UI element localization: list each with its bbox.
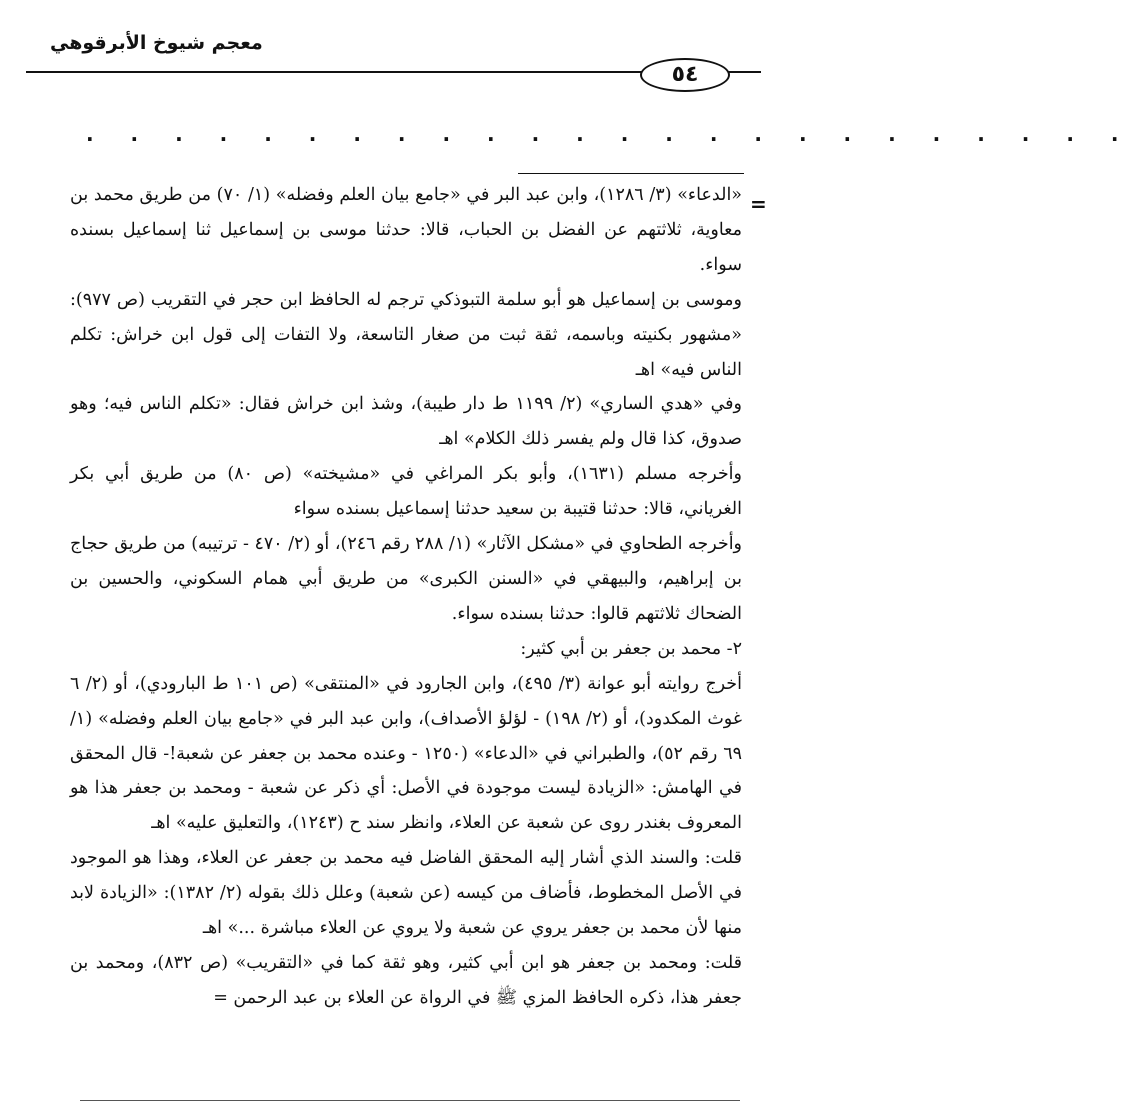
footnote-rule (518, 173, 744, 174)
paragraph: وأخرجه مسلم (١٦٣١)، وأبو بكر المراغي في «مشيخته» (ص ٨٠) من طريق أبي بكر الغرياني، قالا: حدثنا قتيبة بن سعيد حدثنا إسماعيل بسنده سواء (70, 464, 742, 520)
footer-rule (80, 1100, 740, 1101)
section-heading: ٢- محمد بن جعفر بن أبي كثير: (520, 638, 742, 659)
footnote-body (70, 178, 742, 1016)
paragraph: أخرج روايته أبو عوانة (٣/ ٤٩٥)، وابن الجارود في «المنتقى» (ص ١٠١ ط البارودي)، أو (٢/ ٦ غوث المكدود)، أو (٢/ ١٩٨) - لؤلؤ الأصداف)، وابن عبد البر في «جامع بيان العلم وفضله» (١/ ٦٩ رقم ٥٢)، والطبراني في «الدعاء» (١٢٥٠ - وعنده محمد بن جعفر عن شعبة!- قال المحقق في الهامش: «الزيادة ليست موجودة في الأصل: أي ذكر عن شعبة - ومحمد بن جعفر هذا هو المعروف بغندر روى عن شعبة عن العلاء، وانظر سند ح (١٢٤٣)، والتعليق عليه» اهـ (70, 673, 743, 834)
paragraph: وفي «هدي الساري» (٢/ ١١٩٩ ط دار طيبة)، وشذ ابن خراش فقال: «تكلم الناس فيه؛ وهو صدوق، كذا قال ولم يفسر ذلك الكلام» اهـ (70, 394, 742, 450)
paragraph: وأخرجه الطحاوي في «مشكل الآثار» (١/ ٢٨٨ رقم ٢٤٦)، أو (٢/ ٤٧٠ - ترتيبه) من طريق حجاج بن إبراهيم، والبيهقي في «السنن الكبرى» من طريق أبي همام السكوني، والحسين بن الضحاك ثلاثتهم قالوا: حدثنا بسنده سواء. (70, 534, 743, 624)
page-number: ٥٤ (640, 58, 730, 92)
continuation-mark: = (750, 192, 767, 216)
paragraph: «الدعاء» (٣/ ١٢٨٦)، وابن عبد البر في «جامع بيان العلم وفضله» (١/ ٧٠) من طريق محمد بن معاوية، ثلاثتهم عن الفضل بن الحباب، قالا: حدثنا موسى بن إسماعيل ثنا إسماعيل بسنده سواء. (70, 185, 743, 275)
paragraph: وموسى بن إسماعيل هو أبو سلمة التبوذكي ترجم له الحافظ ابن حجر في التقريب (ص ٩٧٧): «مشهور بكنيته وباسمه، ثقة ثبت من صغار التاسعة، ولا التفات إلى قول ابن خراش: تكلم الناس فيه» اهـ (70, 289, 742, 380)
separator-dots: . . . . . . . . . . . . . . . . . . . . . . . . (86, 122, 1134, 146)
paragraph: قلت: ومحمد بن جعفر هو ابن أبي كثير، وهو ثقة كما في «التقريب» (ص ٨٣٢)، ومحمد بن جعفر هذا، ذكره الحافظ المزي ﷺ في الرواة عن العلاء بن عبد الرحمن = (70, 952, 742, 1008)
paragraph: قلت: والسند الذي أشار إليه المحقق الفاضل فيه محمد بن جعفر عن العلاء، وهذا هو الموجود في الأصل المخطوط، فأضاف من كيسه (عن شعبة) وعلل ذلك بقوله (٢/ ١٣٨٢): «الزيادة لابد منها لأن محمد بن جعفر يروي عن شعبة ولا يروي عن العلاء مباشرة ...» اهـ (70, 848, 742, 939)
running-title: معجم شيوخ الأبرقوهي (50, 32, 263, 54)
